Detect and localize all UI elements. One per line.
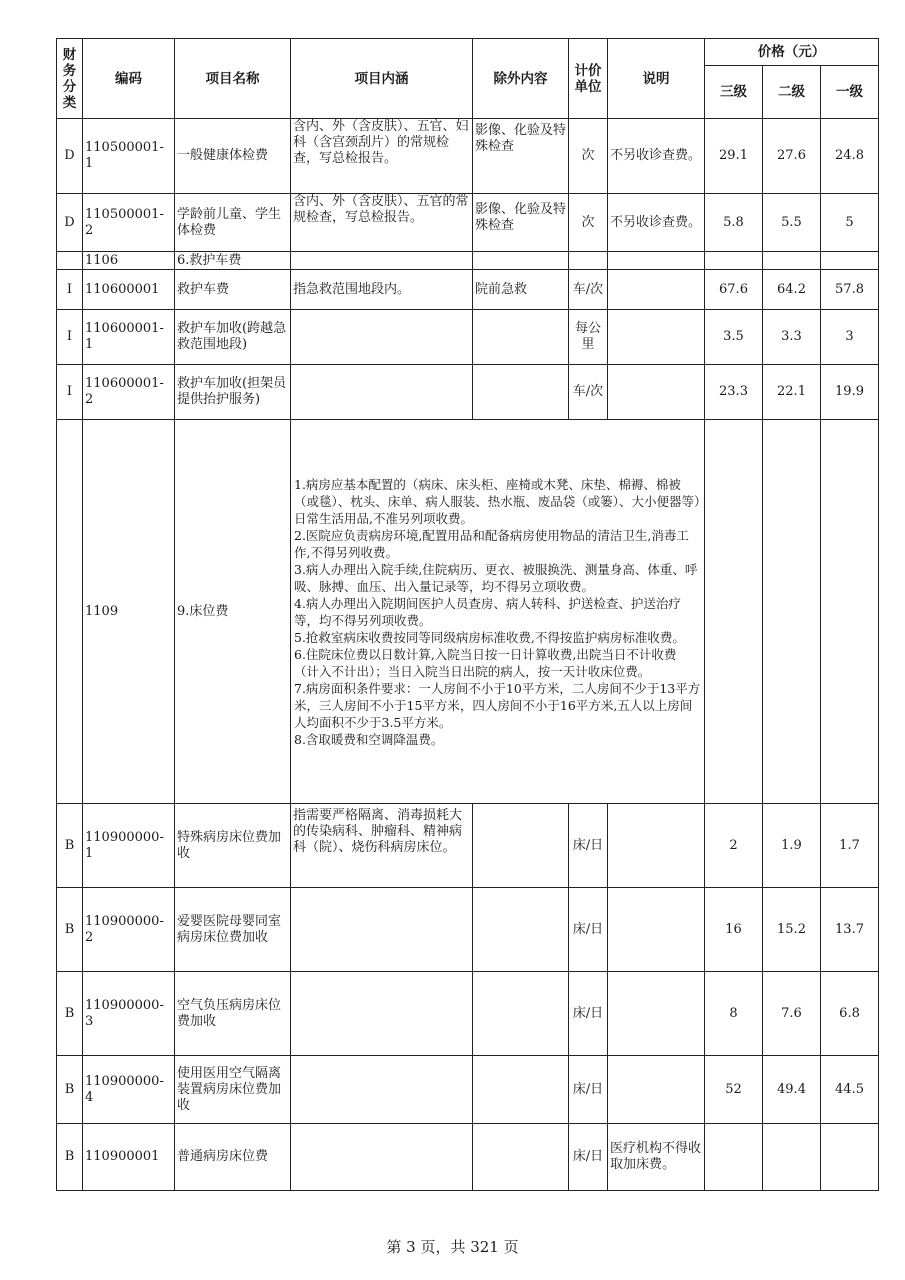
header-category: 财务分类 xyxy=(57,39,83,119)
row-excluded xyxy=(473,804,569,888)
row-content: 指急救范围地段内。 xyxy=(291,270,473,310)
row-unit: 每公里 xyxy=(569,310,608,365)
row-name: 救护车加收(担架员提供抬护服务) xyxy=(175,365,291,420)
row-name: 救护车费 xyxy=(175,270,291,310)
bed-rule-8: 8.含取暖费和空调降温费。 xyxy=(294,731,444,747)
row-price-level3: 52 xyxy=(705,1056,763,1124)
row-content xyxy=(291,252,473,270)
row-code: 110900001 xyxy=(83,1124,175,1191)
row-price-level3: 23.3 xyxy=(705,365,763,420)
page-footer: 第 3 页，共 321 页 xyxy=(386,1238,519,1256)
row-category: B xyxy=(57,804,83,888)
bed-rule-2: 2.医院应负责病房环境,配置用品和配备病房使用物品的清洁卫生,消毒工作,不得另列收费。 xyxy=(294,527,689,560)
row-name: 使用医用空气隔离装置病房床位费加收 xyxy=(175,1056,291,1124)
row-excluded xyxy=(473,252,569,270)
row-content xyxy=(291,1056,473,1124)
row-content: 含内、外（含皮肤）、五官、妇科（含宫颈刮片）的常规检查，写总检报告。 xyxy=(291,119,473,194)
row-price-level1: 44.5 xyxy=(821,1056,879,1124)
row-excluded xyxy=(473,972,569,1056)
row-unit: 次 xyxy=(569,119,608,194)
row-content: 含内、外（含皮肤）、五官的常规检查，写总检报告。 xyxy=(291,194,473,252)
row-note xyxy=(608,888,705,972)
row-note xyxy=(608,972,705,1056)
row-name: 空气负压病房床位费加收 xyxy=(175,972,291,1056)
row-note: 医疗机构不得收取加床费。 xyxy=(608,1124,705,1191)
row-price-level2: 22.1 xyxy=(763,365,821,420)
row-code: 110600001 xyxy=(83,270,175,310)
bed-rule-5: 5.抢救室病床收费按同等同级病房标准收费,不得按监护病房标准收费。 xyxy=(294,629,685,645)
row-code: 110500001-2 xyxy=(83,194,175,252)
row-price-level2: 49.4 xyxy=(763,1056,821,1124)
table-row xyxy=(57,194,879,252)
fee-table xyxy=(56,38,879,1191)
row-category xyxy=(57,252,83,270)
header-name: 项目名称 xyxy=(175,39,291,119)
row-price-level2: 5.5 xyxy=(763,194,821,252)
row-excluded: 影像、化验及特殊检查 xyxy=(473,119,569,194)
row-excluded xyxy=(473,888,569,972)
row-code: 110600001-1 xyxy=(83,310,175,365)
row-category: I xyxy=(57,270,83,310)
row-note: 不另收诊查费。 xyxy=(608,119,705,194)
table-row xyxy=(57,1124,879,1191)
table-row xyxy=(57,119,879,194)
table-row xyxy=(57,252,879,270)
row-unit: 次 xyxy=(569,194,608,252)
header-unit: 计价单位 xyxy=(569,39,608,119)
bed-rule-3: 3.病人办理出入院手续,住院病历、更衣、被服换洗、测量身高、体重、呼吸、脉搏、血压、出入量记录等，均不得另立项收费。 xyxy=(294,561,698,594)
row-name: 9.床位费 xyxy=(175,420,291,804)
row-price-level2: 7.6 xyxy=(763,972,821,1056)
row-name: 爱婴医院母婴同室病房床位费加收 xyxy=(175,888,291,972)
row-code: 110500001-1 xyxy=(83,119,175,194)
row-name: 救护车加收(跨越急救范围地段) xyxy=(175,310,291,365)
row-price-level2 xyxy=(763,1124,821,1191)
row-unit: 车/次 xyxy=(569,270,608,310)
row-category: B xyxy=(57,888,83,972)
row-price-level1: 57.8 xyxy=(821,270,879,310)
table-row xyxy=(57,270,879,310)
bed-rule-4: 4.病人办理出入院期间医护人员查房、病人转科、护送检查、护送治疗等，均不得另列项收费。 xyxy=(294,595,681,628)
bed-fee-rules xyxy=(291,420,705,804)
row-price-level3 xyxy=(705,1124,763,1191)
row-price-level3: 5.8 xyxy=(705,194,763,252)
row-price-level3: 8 xyxy=(705,972,763,1056)
row-price-level2: 1.9 xyxy=(763,804,821,888)
row-code: 110900000-1 xyxy=(83,804,175,888)
header-level3: 三级 xyxy=(705,66,763,119)
row-price-level3 xyxy=(705,420,763,804)
row-price-level1: 3 xyxy=(821,310,879,365)
row-unit: 床/日 xyxy=(569,972,608,1056)
row-price-level3: 67.6 xyxy=(705,270,763,310)
row-code: 110900000-2 xyxy=(83,888,175,972)
row-price-level1 xyxy=(821,252,879,270)
row-price-level2 xyxy=(763,420,821,804)
table-row xyxy=(57,1056,879,1124)
row-category: I xyxy=(57,365,83,420)
row-price-level3: 2 xyxy=(705,804,763,888)
table-row xyxy=(57,365,879,420)
row-price-level2 xyxy=(763,252,821,270)
row-price-level1: 6.8 xyxy=(821,972,879,1056)
row-name: 6.救护车费 xyxy=(175,252,291,270)
row-price-level1: 5 xyxy=(821,194,879,252)
row-code: 1109 xyxy=(83,420,175,804)
row-excluded: 影像、化验及特殊检查 xyxy=(473,194,569,252)
row-note xyxy=(608,252,705,270)
row-note xyxy=(608,310,705,365)
row-name: 普通病房床位费 xyxy=(175,1124,291,1191)
row-price-level1: 13.7 xyxy=(821,888,879,972)
header-content: 项目内涵 xyxy=(291,39,473,119)
row-price-level1: 24.8 xyxy=(821,119,879,194)
row-note xyxy=(608,804,705,888)
bed-rule-7: 7.病房面积条件要求：一人房间不小于10平方米，二人房间不少于13平方米，三人房间不小于15平方米，四人房间不小于16平方米,五人以上房间人均面积不少于3.5平方米。 xyxy=(294,680,701,730)
row-content xyxy=(291,1124,473,1191)
bed-fee-section-row xyxy=(57,420,879,804)
row-excluded: 院前急救 xyxy=(473,270,569,310)
row-price-level2: 15.2 xyxy=(763,888,821,972)
row-excluded xyxy=(473,365,569,420)
header-note: 说明 xyxy=(608,39,705,119)
row-price-level3: 29.1 xyxy=(705,119,763,194)
row-note xyxy=(608,1056,705,1124)
row-excluded xyxy=(473,310,569,365)
row-category xyxy=(57,420,83,804)
row-unit: 床/日 xyxy=(569,1124,608,1191)
row-excluded xyxy=(473,1056,569,1124)
row-price-level2: 64.2 xyxy=(763,270,821,310)
row-category: D xyxy=(57,194,83,252)
row-unit: 床/日 xyxy=(569,1056,608,1124)
row-price-level3: 16 xyxy=(705,888,763,972)
row-category: B xyxy=(57,1124,83,1191)
table-row xyxy=(57,804,879,888)
row-category: B xyxy=(57,972,83,1056)
row-unit: 床/日 xyxy=(569,888,608,972)
row-code: 1106 xyxy=(83,252,175,270)
row-content xyxy=(291,365,473,420)
bed-rule-1: 1.病房应基本配置的（病床、床头柜、座椅或木凳、床垫、棉褥、棉被（或毯）、枕头、床单、病人服装、热水瓶、废品袋（或篓）、大小便器等）日常生活用品,不准另列项收费。 xyxy=(294,476,701,526)
row-price-level1 xyxy=(821,420,879,804)
header-code: 编码 xyxy=(83,39,175,119)
row-code: 110900000-3 xyxy=(83,972,175,1056)
row-unit: 车/次 xyxy=(569,365,608,420)
row-category: I xyxy=(57,310,83,365)
row-name: 一般健康体检费 xyxy=(175,119,291,194)
row-price-level1: 1.7 xyxy=(821,804,879,888)
row-name: 特殊病房床位费加收 xyxy=(175,804,291,888)
header-level1: 一级 xyxy=(821,66,879,119)
row-price-level2: 3.3 xyxy=(763,310,821,365)
row-price-level1: 19.9 xyxy=(821,365,879,420)
header-price: 价格（元） xyxy=(705,39,879,66)
row-price-level3 xyxy=(705,252,763,270)
row-content xyxy=(291,310,473,365)
row-code: 110900000-4 xyxy=(83,1056,175,1124)
row-price-level1 xyxy=(821,1124,879,1191)
row-unit: 床/日 xyxy=(569,804,608,888)
row-excluded xyxy=(473,1124,569,1191)
row-price-level2: 27.6 xyxy=(763,119,821,194)
bed-rule-6: 6.住院床位费以日数计算,入院当日按一日计算收费,出院当日不计收费（计入不计出）；当日入院当日出院的病人，按一天计收床位费。 xyxy=(294,646,677,679)
row-category: D xyxy=(57,119,83,194)
row-unit xyxy=(569,252,608,270)
row-code: 110600001-2 xyxy=(83,365,175,420)
row-content: 指需要严格隔离、消毒损耗大的传染病科、肿瘤科、精神病科（院）、烧伤科病房床位。 xyxy=(291,804,473,888)
row-category: B xyxy=(57,1056,83,1124)
row-note xyxy=(608,365,705,420)
row-note: 不另收诊查费。 xyxy=(608,194,705,252)
row-content xyxy=(291,972,473,1056)
row-content xyxy=(291,888,473,972)
header-level2: 二级 xyxy=(763,66,821,119)
table-row xyxy=(57,310,879,365)
row-price-level3: 3.5 xyxy=(705,310,763,365)
row-note xyxy=(608,270,705,310)
table-row xyxy=(57,888,879,972)
table-row xyxy=(57,972,879,1056)
row-name: 学龄前儿童、学生体检费 xyxy=(175,194,291,252)
header-excluded: 除外内容 xyxy=(473,39,569,119)
